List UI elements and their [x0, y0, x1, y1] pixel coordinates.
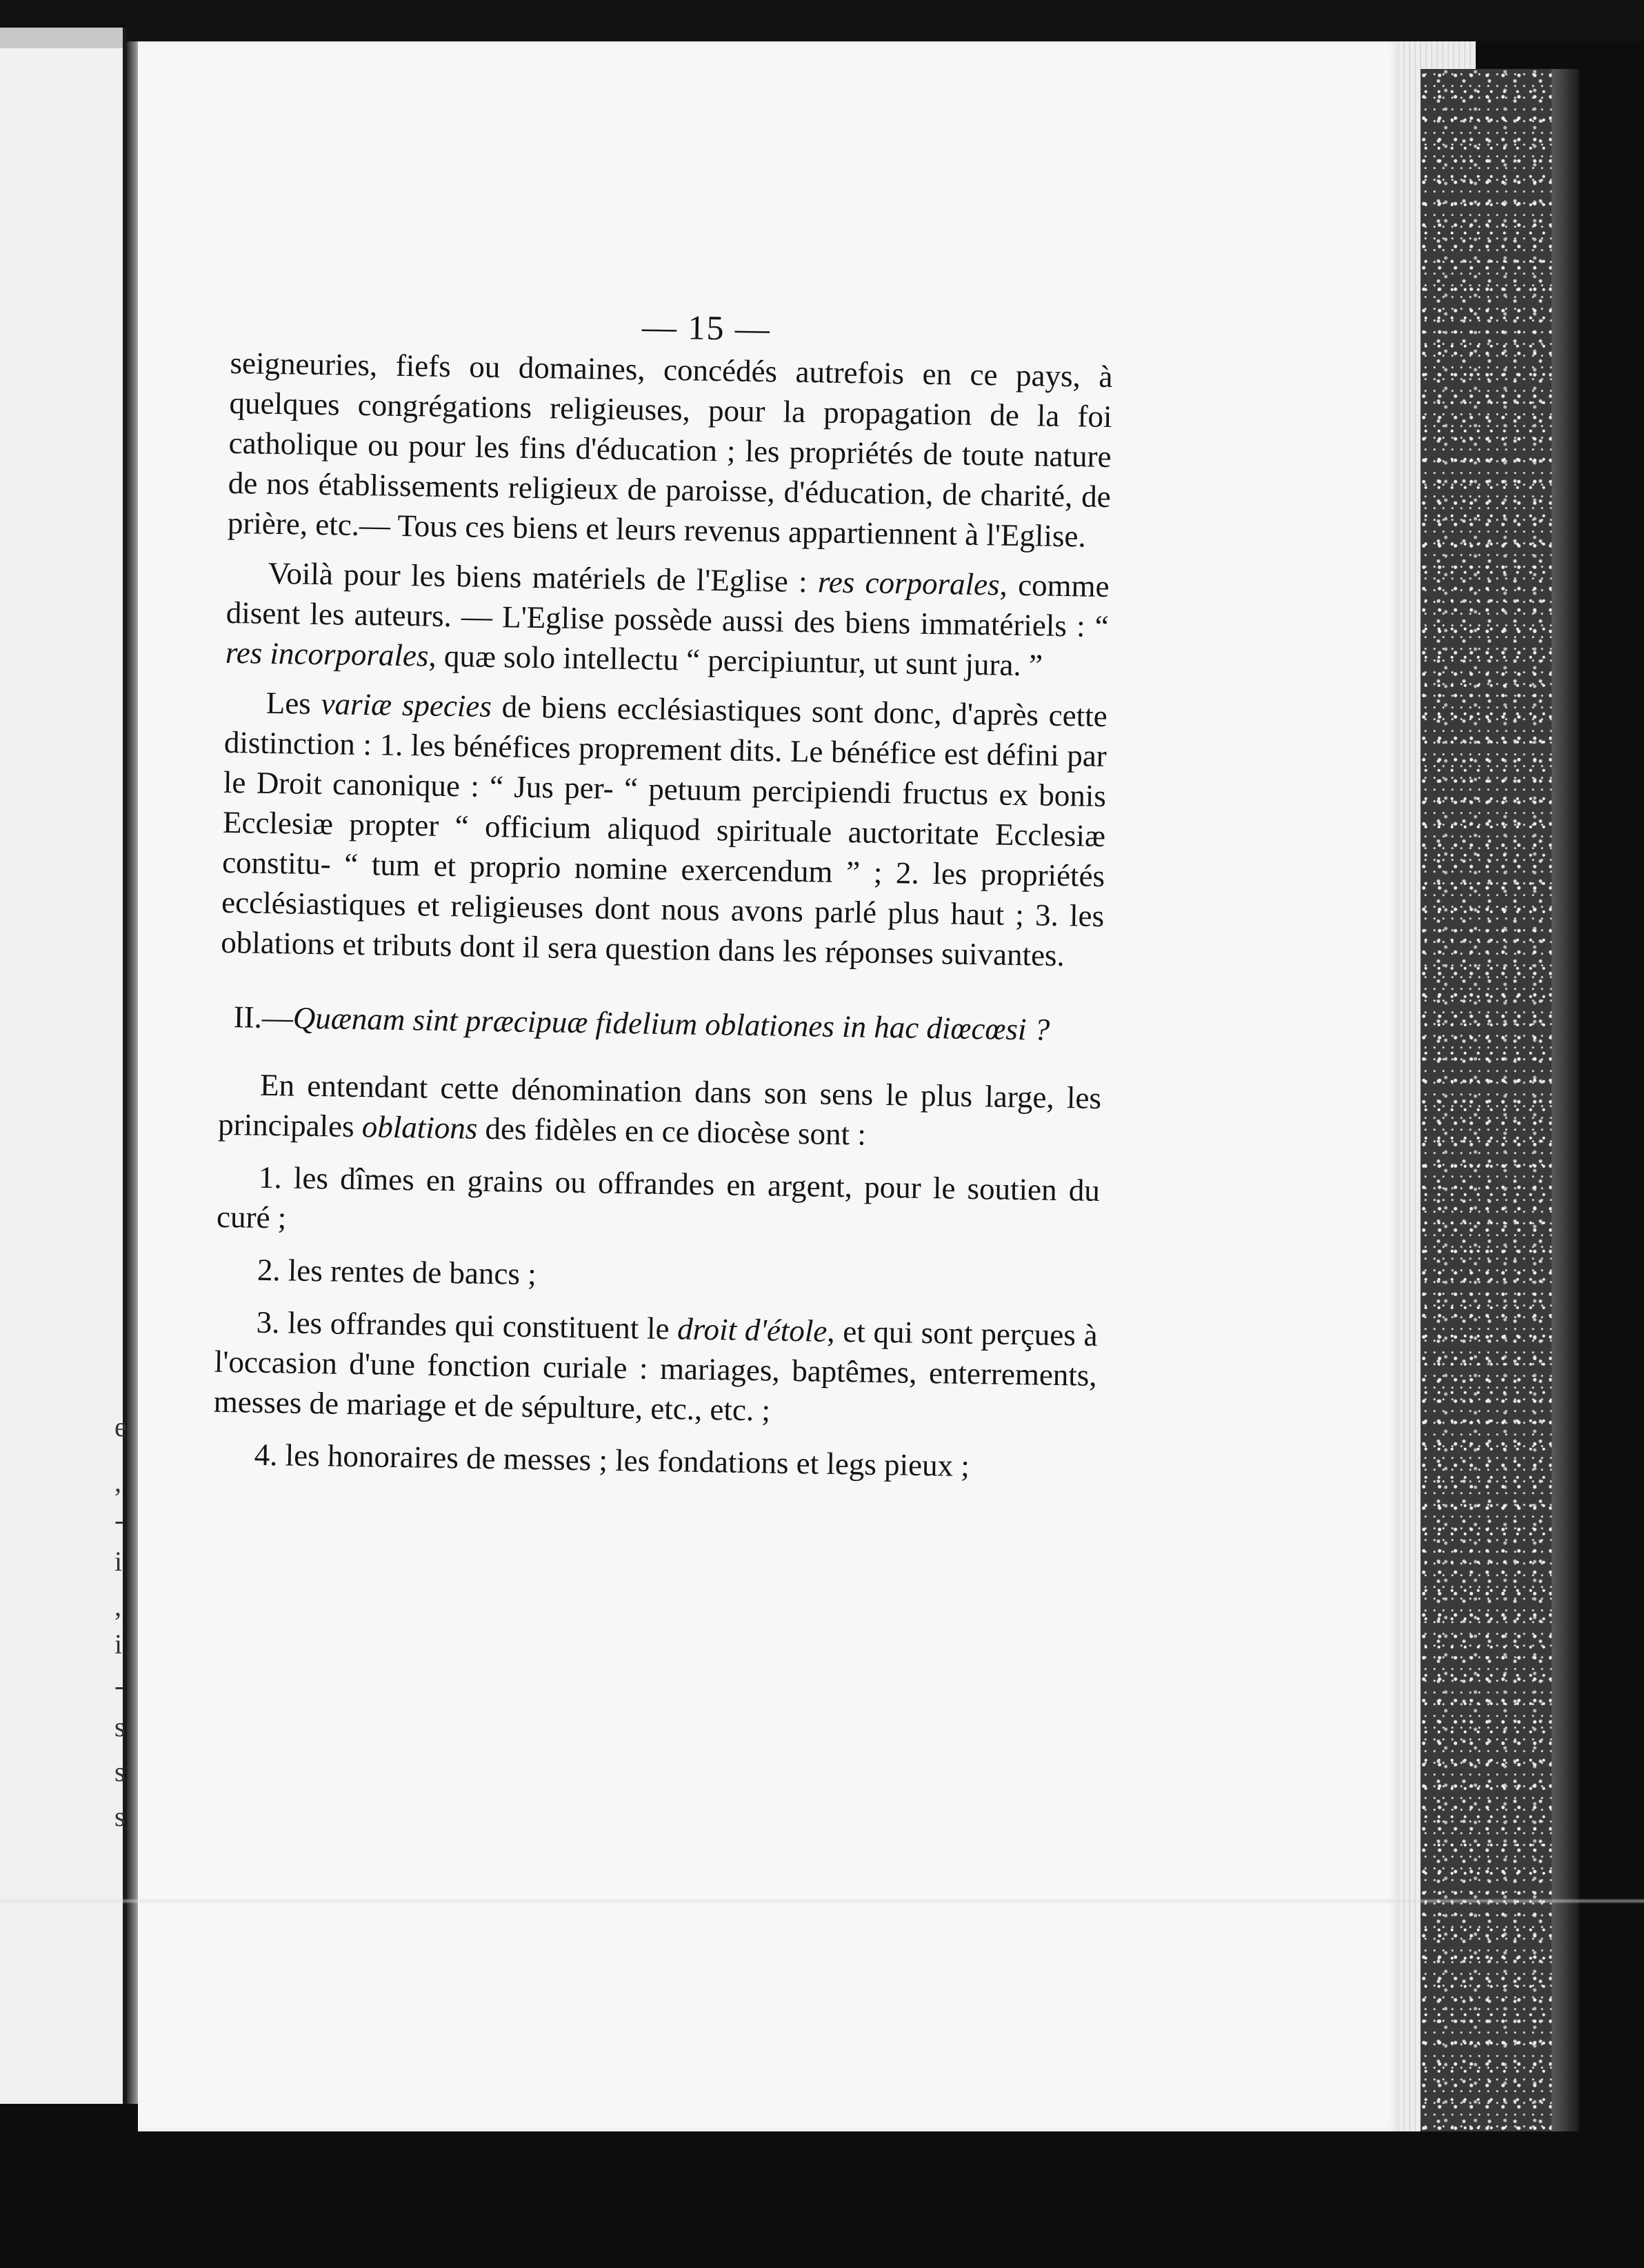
fragment: ,: [114, 1591, 121, 1622]
paragraph-2-italic-b: res corporales: [817, 564, 1001, 602]
paragraph-3-text-a: Les: [265, 685, 322, 722]
paragraph-3-text-c: de biens ecclésiastiques sont donc, d'après cette distinction : 1. les bénéfices proprement dits. Le bénéfice est défini par le Droit canonique : “ Jus per- “ petuum percipiendi fructus ex bonis Ecclesiæ propter “ officium aliquod spirituale auctoritate Ecclesiæ constitu- “ tum et proprio nomine exercendum ” ; 2. les propriétés ecclésiastiques et religieuses dont nous avons parlé plus haut ; 3. les oblations et tributs dont il sera question dans les réponses suivantes.: [220, 689, 1108, 973]
page-text: [212, 300, 1114, 1488]
section-heading-title: Quænam sint præcipuæ fidelium oblationes in hac diœcœsi ?: [292, 1000, 1050, 1047]
fragment: -: [114, 1504, 124, 1535]
list-item-3-text-a: 3. les offrandes qui constituent le: [256, 1304, 678, 1346]
paragraph-2-text-a: Voilà pour les biens matériels de l'Eglise :: [268, 555, 819, 599]
list-item-4: 4. les honoraires de messes ; les fondations et legs pieux ;: [254, 1437, 970, 1484]
list-item-2: 2. les rentes de bancs ;: [257, 1252, 537, 1292]
section-heading-number: II.—: [233, 999, 294, 1035]
fragment: s: [114, 1711, 126, 1742]
list-item-3-text-c: , et qui sont perçues à l'occasion d'une fonction curiale : mariages, baptêmes, enterrements, messes de mariage et de sépulture, etc., etc. ;: [213, 1313, 1098, 1428]
paragraph-4-text-a: En entendant cette dénomination dans son sens le plus large, les principales: [217, 1067, 1102, 1144]
section-heading: [219, 997, 1103, 1051]
paragraph-2-text-e: , quæ solo intellectu “ percipiuntur, ut sunt jura. ”: [428, 638, 1043, 683]
fragment: e: [114, 1411, 127, 1442]
fragment: i: [114, 1546, 123, 1577]
list-item-1: 1. les dîmes en grains ou offrandes en argent, pour le soutien du curé ;: [216, 1160, 1101, 1235]
facing-page-edge: [0, 28, 123, 48]
fragment: s: [114, 1801, 126, 1832]
paragraph-3: [221, 682, 1107, 976]
scan-top-border: [0, 0, 1644, 41]
book-cover-edge: [1552, 69, 1579, 2131]
page-number: — 15 —: [641, 307, 772, 348]
paragraph-4: [218, 1064, 1102, 1158]
fragment: ,: [114, 1466, 121, 1498]
fragment: -: [114, 1670, 124, 1701]
paragraph-2-text-c: , comme disent les auteurs. — L'Eglise possède aussi des biens immatériels : “: [225, 567, 1110, 644]
fragment: i: [114, 1629, 123, 1660]
scan-artifact-line: [0, 1898, 1644, 1904]
paragraph-2-italic-d: res incorporales: [225, 635, 429, 673]
paragraph-2: [225, 553, 1110, 686]
fragment: s: [114, 1756, 126, 1787]
paragraph-4-text-c: des fidèles en ce diocèse sont :: [477, 1111, 867, 1152]
paragraph-1: seigneuries, fiefs ou domaines, concédés autrefois en ce pays, à quelques congrégations religieuses, pour la propagation de la foi catholique ou pour les fins d'éducation ; les propriétés de toute nature de nos établissements religieux de paroisse, d'éducation, de charité, de prière, etc.— Tous ces biens et leurs revenus appartiennent à l'Eglise.: [227, 345, 1113, 554]
facing-page: [0, 28, 127, 2104]
paragraph-3-italic-b: variæ species: [321, 686, 492, 724]
list-item-3-italic-b: droit d'étole: [676, 1311, 828, 1349]
list-item-3: [213, 1302, 1098, 1435]
paragraph-4-italic-b: oblations: [361, 1109, 478, 1146]
